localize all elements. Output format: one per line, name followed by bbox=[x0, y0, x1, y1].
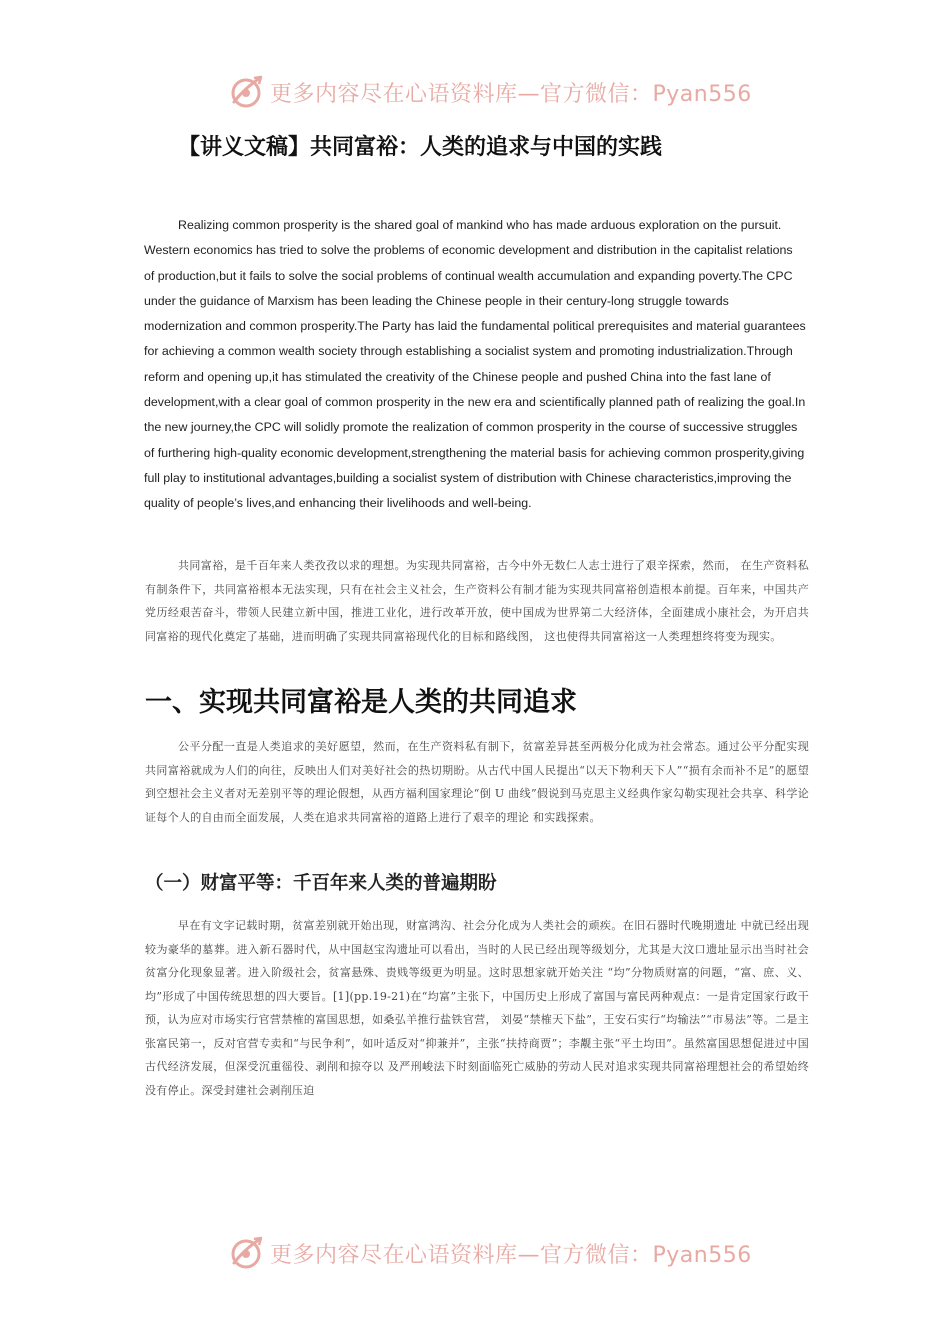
watermark-footer bbox=[228, 1233, 752, 1273]
document-title: 【讲义文稿】共同富裕：人类的追求与中国的实践 bbox=[178, 135, 663, 160]
library-logo-icon bbox=[228, 1233, 268, 1273]
library-logo-icon bbox=[228, 72, 268, 112]
watermark-text: 更多内容尽在心语资料库—官方微信：Pyan556 bbox=[270, 81, 752, 107]
english-abstract: Realizing common prosperity is the shared goal of mankind who has made arduous exploration on the pursuit. Western economics has tried to solve the problems of economic development and distribution in the capitalist relations of production,but it fails to solve the social problems of continual wealth accumulation and expanding poverty.The CPC under the guidance of Marxism has been leading the Chinese people in their century-long struggle towards modernization and common prosperity.The Party has laid the fundamental political prerequisites and material guarantees for achieving a common wealth society through establishing a socialist system and promoting industrialization.Through reform and opening up,it has stimulated the creativity of the Chinese people and pushed China into the fast lane of development,with a clear goal of common prosperity in the new era and scientifically planned path of realizing the goal.In the new journey,the CPC will solidly promote the realization of common prosperity in the course of successive struggles of furthering high-quality economic development,strengthening the material basis for achieving common prosperity,giving full play to institutional advantages,building a socialist system of distribution with Chinese characteristics,improving the quality of people’s lives,and enhancing their livelihoods and well-being. bbox=[144, 218, 806, 511]
section-paragraph: 公平分配一直是人类追求的美好愿望，然而，在生产资料私有制下，贫富差异甚至两极分化成为社会常态。通过公平分配实现共同富裕就成为人们的向往，反映出人们对美好社会的热切期盼。从古代中国人民提出“以天下物利天下人”“损有余而补不足”的愿望到空想社会主义者对无差别平等的理论假想，从西方福利国家理论“倒 U 曲线”假说到马克思主义经典作家勾勒实现社会共享、科学论证每个人的自由而全面发展，人类在追求共同富裕的道路上进行了艰辛的理论 和实践探索。 bbox=[145, 740, 809, 824]
subsection-heading: （一）财富平等：千百年来人类的普遍期盼 bbox=[145, 873, 497, 894]
subsection-paragraph: 早在有文字记载时期，贫富差别就开始出现，财富鸿沟、社会分化成为人类社会的顽疾。在旧石器时代晚期遗址 中就已经出现较为豪华的墓葬。进入新石器时代，从中国赵宝沟遗址可以看出，当时的人民已经出现等级划分，尤其是大汶口遗址显示出当时社会贫富分化现象显著。进入阶级社会，贫富悬殊、贵贱等级更为明显。这时思想家就开始关注 “均”分物质财富的问题，“富、庶、义、均”形成了中国传统思想的四大要旨。[1](pp.19-21)在“均富”主张下，中国历史上形成了富国与富民两种观点：一是肯定国家行政干预，认为应对市场实行官营禁榷的富国思想，如桑弘羊推行盐铁官营， 刘晏“禁榷天下盐”，王安石实行“均输法”“市易法”等。二是主张富民第一，反对官营专卖和“与民争利”，如叶适反对“抑兼并”，主张“扶持商贾”；李觏主张“平土均田”。虽然富国思想促进过中国古代经济发展，但深受沉重徭役、剥削和掠夺以 及严刑峻法下时刻面临死亡威胁的劳动人民对追求实现共同富裕理想社会的希望始终没有停止。深受封建社会剥削压迫 bbox=[145, 919, 809, 1097]
watermark-header bbox=[228, 72, 752, 112]
section-heading: 一、实现共同富裕是人类的共同追求 bbox=[145, 687, 577, 718]
watermark-text: 更多内容尽在心语资料库—官方微信：Pyan556 bbox=[270, 1242, 752, 1268]
intro-paragraph: 共同富裕，是千百年来人类孜孜以求的理想。为实现共同富裕，古今中外无数仁人志士进行了艰辛探索，然而， 在生产资料私有制条件下，共同富裕根本无法实现，只有在社会主义社会，生产资料公有制才能为实现共同富裕创造根本前提。百年来，中国共产党历经艰苦奋斗，带领人民建立新中国，推进工业化，进行改革开放，使中国成为世界第二大经济体，全面建成小康社会，为开启共同富裕的现代化奠定了基础，进而明确了实现共同富裕现代化的目标和路线图， 这也使得共同富裕这一人类理想终将变为现实。 bbox=[145, 559, 809, 643]
